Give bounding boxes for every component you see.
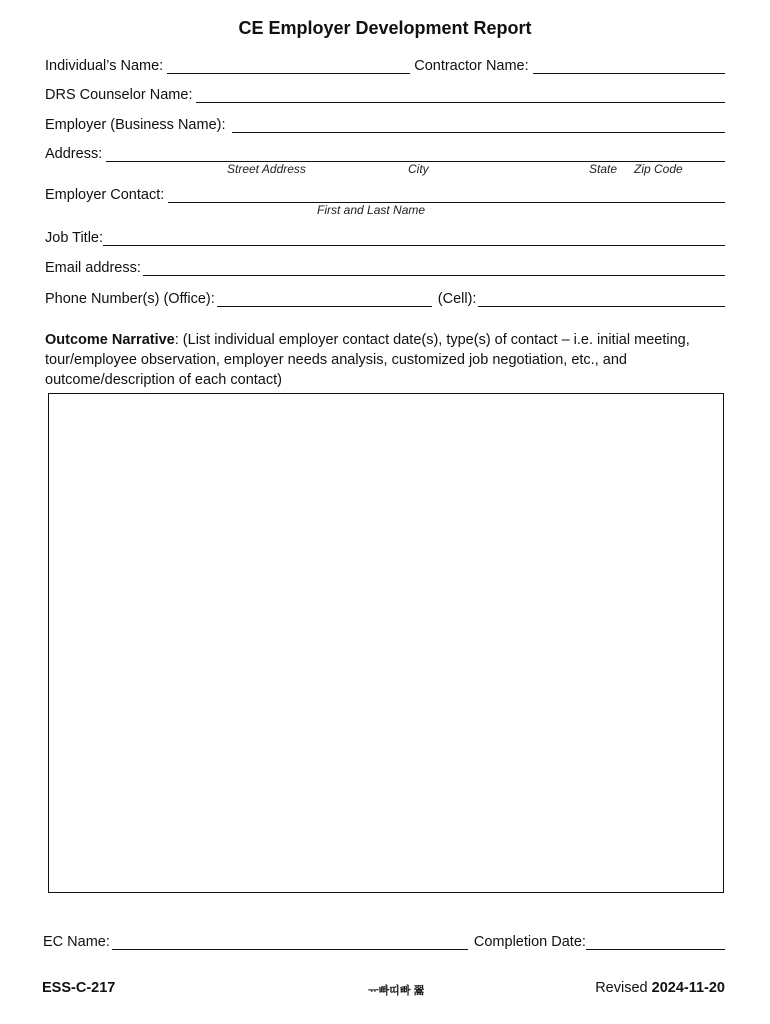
outcome-narrative-box[interactable] — [48, 393, 724, 893]
completion-date-field[interactable] — [586, 935, 725, 950]
row-drs-counselor — [45, 85, 725, 103]
contractor-name-label: Contractor Name: — [414, 58, 529, 74]
state-caption: State — [589, 162, 618, 176]
zip-code-caption: Zip Code — [634, 162, 683, 176]
phone-cell-label: (Cell): — [437, 291, 477, 307]
drs-counselor-label: DRS Counselor Name: — [45, 87, 193, 103]
contact-name-caption: First and Last Name — [317, 203, 426, 217]
form-id: ESS-C-217 — [42, 980, 116, 996]
revised-label: Revised — [595, 980, 648, 996]
employer-business-label: Employer (Business Name): — [45, 117, 226, 133]
row-employer-business — [45, 115, 725, 133]
address-field[interactable] — [106, 147, 725, 162]
row-job-title — [45, 228, 725, 246]
individual-name-field[interactable] — [167, 59, 410, 74]
outcome-narrative-label: Outcome Narrative — [45, 332, 175, 348]
row-address — [45, 144, 725, 162]
job-title-field[interactable] — [103, 231, 725, 246]
phone-office-field[interactable] — [217, 292, 432, 307]
employer-contact-label: Employer Contact: — [45, 187, 165, 203]
address-label: Address: — [45, 146, 103, 162]
completion-date-label: Completion Date: — [473, 934, 586, 950]
row-email — [45, 258, 725, 276]
revised-date-value: 2024-11-20 — [651, 980, 725, 996]
row-employer-contact — [45, 185, 725, 203]
job-title-label: Job Title: — [45, 230, 104, 246]
outcome-narrative-instructions — [45, 330, 735, 390]
employer-contact-field[interactable] — [168, 188, 725, 203]
footer-mark: ᅲ빠띠빠 翯 — [368, 985, 425, 997]
phone-office-label: Phone Number(s) (Office): — [45, 291, 215, 307]
ec-name-label: EC Name: — [43, 934, 110, 950]
email-label: Email address: — [45, 260, 141, 276]
email-field[interactable] — [143, 261, 725, 276]
individual-name-label: Individual’s Name: — [45, 58, 164, 74]
page-title: CE Employer Development Report — [238, 18, 532, 38]
street-address-caption: Street Address — [227, 162, 306, 176]
city-caption: City — [408, 162, 429, 176]
employer-business-field[interactable] — [232, 118, 726, 133]
outcome-narrative-text: : (List individual employer contact date(s), type(s) of contact – i.e. initial meeting, tour/employee observation, employer needs analysis, customized job negotiation, etc., and outcome/description of each contact) — [45, 332, 690, 388]
row-individual-contractor — [45, 56, 725, 74]
drs-counselor-field[interactable] — [196, 88, 725, 103]
contractor-name-field[interactable] — [533, 59, 725, 74]
row-phone — [45, 289, 725, 307]
row-signoff — [43, 932, 725, 950]
revised-date — [595, 980, 725, 996]
ec-name-field[interactable] — [112, 935, 468, 950]
phone-cell-field[interactable] — [478, 292, 725, 307]
